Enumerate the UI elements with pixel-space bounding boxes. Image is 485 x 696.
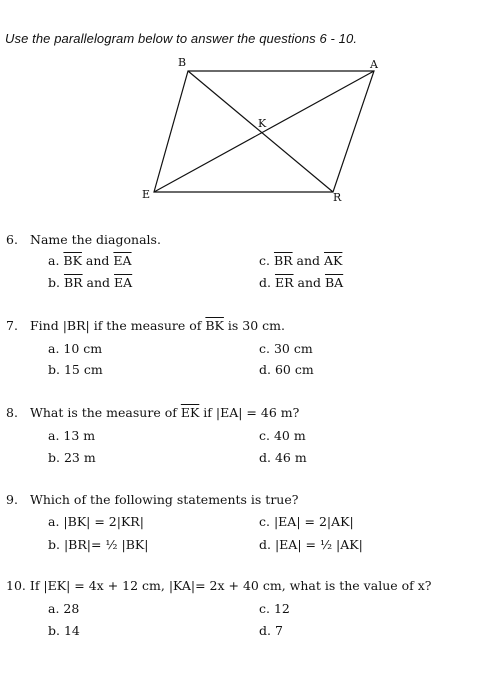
segment-label: $\overline{EA}$ xyxy=(114,275,133,290)
question-number: 9. xyxy=(6,492,18,507)
option-text: 40 m xyxy=(273,428,306,443)
option-7a[interactable] xyxy=(48,341,102,356)
segment-label: $\overline{BR}$ xyxy=(63,275,83,290)
option-letter: b. xyxy=(48,275,60,290)
segment-label: $\overline{ER}$ xyxy=(274,275,294,290)
option-6a[interactable] xyxy=(48,253,132,268)
option-letter: d. xyxy=(259,362,271,377)
option-letter: c. xyxy=(259,428,270,443)
question-7 xyxy=(6,318,285,333)
question-text: Find |BR| if the measure of xyxy=(30,318,206,333)
vertex-label-e: E xyxy=(142,188,151,201)
question-number: 8. xyxy=(6,405,18,420)
option-letter: d. xyxy=(259,450,271,465)
option-text: and xyxy=(82,275,115,290)
vertex-label-b: B xyxy=(178,56,187,69)
instructions: Use the parallelogram below to answer the questions 6 - 10. xyxy=(5,31,358,46)
option-8a[interactable] xyxy=(48,428,95,443)
option-letter: d. xyxy=(259,623,271,638)
question-text: What is the measure of xyxy=(30,405,181,420)
option-10c[interactable] xyxy=(259,601,290,616)
option-letter: d. xyxy=(259,537,271,552)
option-letter: a. xyxy=(48,514,60,529)
option-9a[interactable] xyxy=(48,514,144,529)
option-text: |BR|= ½ |BK| xyxy=(63,537,149,552)
option-letter: a. xyxy=(48,253,60,268)
question-8 xyxy=(6,405,299,420)
option-text: 15 cm xyxy=(63,362,103,377)
option-7c[interactable] xyxy=(259,341,313,356)
option-letter: c. xyxy=(259,253,270,268)
option-8d[interactable] xyxy=(259,450,307,465)
option-10a[interactable] xyxy=(48,601,79,616)
segment-label: $\overline{BA}$ xyxy=(324,275,344,290)
option-8b[interactable] xyxy=(48,450,96,465)
option-text: 7 xyxy=(274,623,283,638)
option-7d[interactable] xyxy=(259,362,314,377)
option-letter: c. xyxy=(259,601,270,616)
option-letter: c. xyxy=(259,341,270,356)
segment-label: $\overline{EA}$ xyxy=(113,253,132,268)
option-text: and xyxy=(292,253,325,268)
vertex-label-a: A xyxy=(370,58,378,71)
option-text: 10 cm xyxy=(63,341,103,356)
option-9c[interactable] xyxy=(259,514,354,529)
question-number: 7. xyxy=(6,318,18,333)
segment-label: $\overline{BR}$ xyxy=(273,253,293,268)
question-text: Name the diagonals. xyxy=(30,232,161,247)
option-text: 13 m xyxy=(63,428,96,443)
option-7b[interactable] xyxy=(48,362,103,377)
option-text: 23 m xyxy=(63,450,96,465)
option-text: 30 cm xyxy=(273,341,313,356)
segment-label: $\overline{AK}$ xyxy=(324,253,343,268)
question-number: 6. xyxy=(6,232,18,247)
option-9b[interactable] xyxy=(48,537,148,552)
diagonal-ea xyxy=(154,71,374,192)
option-letter: c. xyxy=(259,514,270,529)
option-text: and xyxy=(293,275,325,290)
segment-label: $\overline{BK}$ xyxy=(63,253,82,268)
option-letter: b. xyxy=(48,623,60,638)
option-letter: a. xyxy=(48,341,60,356)
question-9 xyxy=(6,492,298,507)
option-10d[interactable] xyxy=(259,623,283,638)
option-letter: b. xyxy=(48,537,60,552)
question-number: 10. xyxy=(6,578,26,593)
option-6d[interactable] xyxy=(259,275,343,290)
segment-label: $\overline{BK}$ xyxy=(205,318,224,333)
option-text: 14 xyxy=(63,623,80,638)
vertex-label-k: K xyxy=(258,117,267,130)
question-text: Which of the following statements is true? xyxy=(30,492,299,507)
question-text: If |EK| = 4x + 12 cm, |KA|= 2x + 40 cm, what is the value of x? xyxy=(29,578,432,593)
option-letter: d. xyxy=(259,275,271,290)
option-9d[interactable] xyxy=(259,537,363,552)
option-6b[interactable] xyxy=(48,275,132,290)
option-letter: a. xyxy=(48,428,60,443)
option-letter: b. xyxy=(48,450,60,465)
option-letter: b. xyxy=(48,362,60,377)
option-text: 28 xyxy=(63,601,80,616)
option-6c[interactable] xyxy=(259,253,342,268)
question-text: if |EA| = 46 m? xyxy=(199,405,300,420)
question-10 xyxy=(6,578,432,593)
question-text: is 30 cm. xyxy=(223,318,285,333)
option-text: 46 m xyxy=(274,450,307,465)
segment-label: $\overline{EK}$ xyxy=(180,405,200,420)
option-10b[interactable] xyxy=(48,623,80,638)
diagonal-br xyxy=(188,71,333,192)
option-text: and xyxy=(81,253,114,268)
option-8c[interactable] xyxy=(259,428,306,443)
option-letter: a. xyxy=(48,601,60,616)
option-text: |EA| = ½ |AK| xyxy=(274,537,363,552)
option-text: |EA| = 2|AK| xyxy=(273,514,354,529)
parallelogram-figure xyxy=(0,0,485,230)
question-6 xyxy=(6,232,161,247)
option-text: 12 xyxy=(273,601,290,616)
vertex-label-r: R xyxy=(333,191,342,204)
option-text: 60 cm xyxy=(274,362,314,377)
option-text: |BK| = 2|KR| xyxy=(63,514,144,529)
